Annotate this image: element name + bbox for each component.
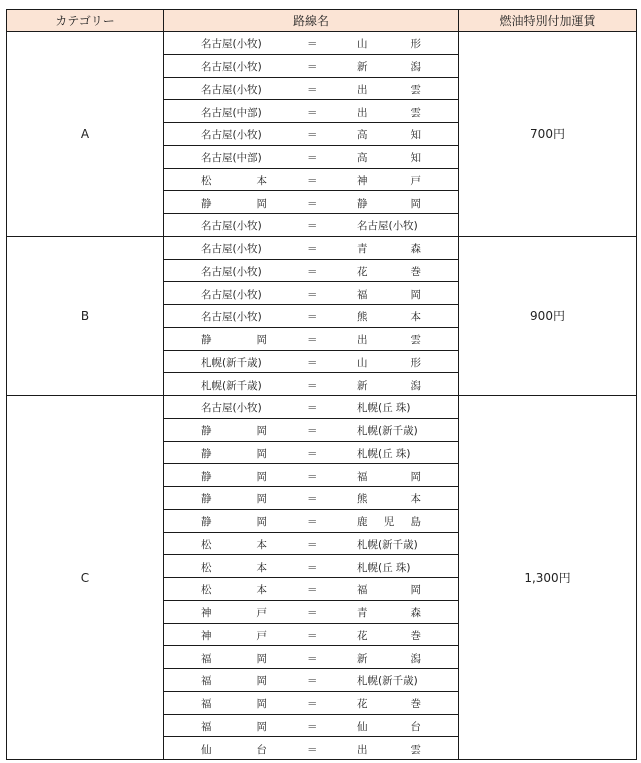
fare-cell: 900円 [459, 236, 637, 395]
route-origin: 名古屋(中部) [201, 152, 262, 165]
route-origin: 神戸 [201, 607, 267, 620]
route-cell [164, 441, 459, 464]
route-separator: ＝ [307, 447, 318, 460]
route-destination: 鹿児島 [357, 516, 421, 529]
route-destination: 仙台 [357, 720, 421, 733]
route-destination: 高知 [357, 129, 421, 142]
route-separator: ＝ [307, 470, 318, 483]
category-cell: B [7, 236, 164, 395]
route-destination: 新潟 [357, 652, 421, 665]
fare-cell: 1,300円 [459, 396, 637, 760]
route-cell [164, 418, 459, 441]
fare-header: 燃油特別付加運賃 [459, 10, 637, 32]
route-separator: ＝ [307, 288, 318, 301]
route-cell [164, 214, 459, 237]
route-destination: 静岡 [357, 197, 421, 210]
route-destination: 札幌(丘 珠) [357, 447, 411, 460]
route-row [7, 32, 637, 55]
route-separator: ＝ [307, 675, 318, 688]
route-destination: 出雲 [357, 83, 421, 96]
route-destination: 札幌(丘 珠) [357, 561, 411, 574]
route-cell [164, 600, 459, 623]
category-header: カテゴリー [7, 10, 164, 32]
route-origin: 名古屋(小牧) [201, 220, 262, 233]
route-destination: 出雲 [357, 334, 421, 347]
route-origin: 静岡 [201, 447, 267, 460]
route-origin: 静岡 [201, 516, 267, 529]
route-separator: ＝ [307, 152, 318, 165]
route-separator: ＝ [307, 174, 318, 187]
route-origin: 名古屋(小牧) [201, 61, 262, 74]
route-cell [164, 191, 459, 214]
route-cell [164, 464, 459, 487]
route-separator: ＝ [307, 607, 318, 620]
route-origin: 福岡 [201, 698, 267, 711]
route-origin: 名古屋(小牧) [201, 38, 262, 51]
route-origin: 松本 [201, 174, 267, 187]
route-cell [164, 305, 459, 328]
category-cell: A [7, 32, 164, 237]
fare-cell: 700円 [459, 32, 637, 237]
route-cell [164, 32, 459, 55]
route-destination: 福岡 [357, 288, 421, 301]
route-origin: 名古屋(小牧) [201, 402, 262, 415]
route-separator: ＝ [307, 356, 318, 369]
fuel-surcharge-table [6, 9, 637, 760]
route-cell [164, 123, 459, 146]
route-separator: ＝ [307, 220, 318, 233]
route-origin: 名古屋(小牧) [201, 83, 262, 96]
route-separator: ＝ [307, 698, 318, 711]
route-row [7, 236, 637, 259]
route-cell [164, 373, 459, 396]
route-separator: ＝ [307, 720, 318, 733]
route-separator: ＝ [307, 402, 318, 415]
route-cell [164, 145, 459, 168]
route-destination: 名古屋(小牧) [357, 220, 418, 233]
route-header: 路線名 [164, 10, 459, 32]
route-cell [164, 509, 459, 532]
route-cell [164, 737, 459, 760]
route-separator: ＝ [307, 379, 318, 392]
route-origin: 名古屋(中部) [201, 106, 262, 119]
route-separator: ＝ [307, 106, 318, 119]
route-destination: 新潟 [357, 61, 421, 74]
route-separator: ＝ [307, 584, 318, 597]
route-cell [164, 327, 459, 350]
route-cell [164, 168, 459, 191]
route-separator: ＝ [307, 311, 318, 324]
route-destination: 神戸 [357, 174, 421, 187]
route-cell [164, 396, 459, 419]
route-origin: 名古屋(小牧) [201, 311, 262, 324]
route-origin: 名古屋(小牧) [201, 129, 262, 142]
route-destination: 札幌(新千歳) [357, 538, 418, 551]
route-origin: 仙台 [201, 743, 267, 756]
route-separator: ＝ [307, 197, 318, 210]
route-separator: ＝ [307, 493, 318, 506]
route-origin: 静岡 [201, 334, 267, 347]
route-cell [164, 532, 459, 555]
route-destination: 札幌(丘 珠) [357, 402, 411, 415]
route-destination: 青森 [357, 607, 421, 620]
route-cell [164, 100, 459, 123]
route-origin: 福岡 [201, 720, 267, 733]
route-destination: 新潟 [357, 379, 421, 392]
route-origin: 松本 [201, 538, 267, 551]
route-cell [164, 669, 459, 692]
route-origin: 静岡 [201, 425, 267, 438]
route-destination: 出雲 [357, 106, 421, 119]
route-origin: 静岡 [201, 493, 267, 506]
route-separator: ＝ [307, 243, 318, 256]
route-cell [164, 646, 459, 669]
route-row [7, 396, 637, 419]
route-separator: ＝ [307, 129, 318, 142]
route-cell [164, 691, 459, 714]
route-destination: 山形 [357, 356, 421, 369]
route-destination: 札幌(新千歳) [357, 425, 418, 438]
route-cell [164, 714, 459, 737]
route-origin: 静岡 [201, 197, 267, 210]
route-origin: 松本 [201, 561, 267, 574]
route-origin: 神戸 [201, 629, 267, 642]
route-separator: ＝ [307, 61, 318, 74]
route-destination: 花巻 [357, 265, 421, 278]
header-row [7, 10, 637, 32]
route-origin: 札幌(新千歳) [201, 379, 262, 392]
route-origin: 福岡 [201, 675, 267, 688]
route-destination: 花巻 [357, 629, 421, 642]
route-cell [164, 282, 459, 305]
route-destination: 熊本 [357, 311, 421, 324]
route-separator: ＝ [307, 334, 318, 347]
route-destination: 山形 [357, 38, 421, 51]
route-cell [164, 236, 459, 259]
route-separator: ＝ [307, 83, 318, 96]
route-origin: 札幌(新千歳) [201, 356, 262, 369]
route-cell [164, 623, 459, 646]
route-origin: 名古屋(小牧) [201, 288, 262, 301]
route-destination: 福岡 [357, 584, 421, 597]
route-separator: ＝ [307, 652, 318, 665]
route-separator: ＝ [307, 425, 318, 438]
category-cell: C [7, 396, 164, 760]
table-body [7, 32, 637, 760]
route-separator: ＝ [307, 629, 318, 642]
route-destination: 青森 [357, 243, 421, 256]
route-destination: 札幌(新千歳) [357, 675, 418, 688]
route-separator: ＝ [307, 743, 318, 756]
route-separator: ＝ [307, 561, 318, 574]
route-cell [164, 259, 459, 282]
route-destination: 高知 [357, 152, 421, 165]
route-destination: 熊本 [357, 493, 421, 506]
route-separator: ＝ [307, 538, 318, 551]
route-cell [164, 77, 459, 100]
route-separator: ＝ [307, 38, 318, 51]
route-separator: ＝ [307, 265, 318, 278]
route-cell [164, 578, 459, 601]
route-separator: ＝ [307, 516, 318, 529]
route-destination: 花巻 [357, 698, 421, 711]
route-origin: 福岡 [201, 652, 267, 665]
route-cell [164, 350, 459, 373]
route-destination: 出雲 [357, 743, 421, 756]
route-cell [164, 54, 459, 77]
route-origin: 静岡 [201, 470, 267, 483]
route-origin: 名古屋(小牧) [201, 243, 262, 256]
route-cell [164, 555, 459, 578]
route-origin: 名古屋(小牧) [201, 265, 262, 278]
route-origin: 松本 [201, 584, 267, 597]
route-destination: 福岡 [357, 470, 421, 483]
route-cell [164, 487, 459, 510]
